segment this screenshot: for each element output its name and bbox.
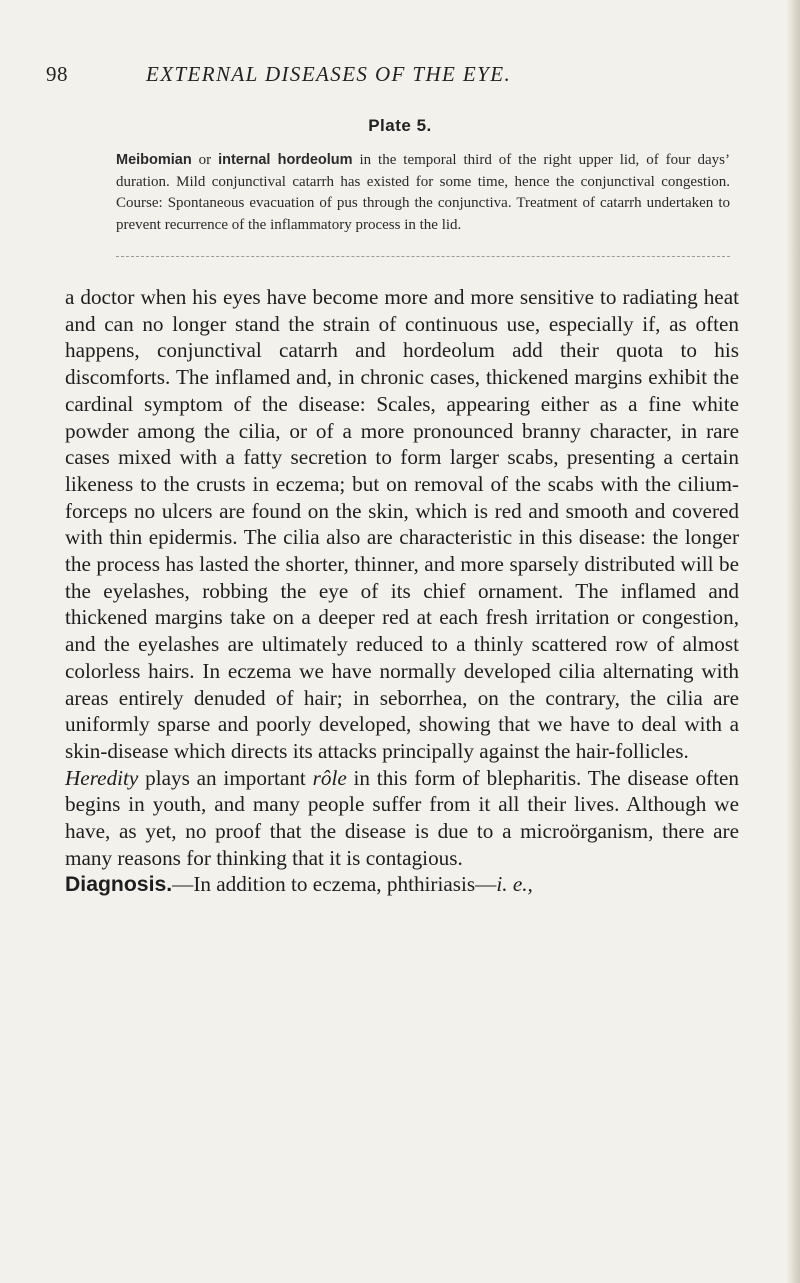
plate-caption [116,150,730,236]
paragraph-2-text-a: plays an important [138,765,313,790]
body-text [65,284,739,899]
caption-text: in the temporal third of the right upper lid, of four days’ duration. Mild conjunctival catarrh has existed for some time, hence the conjunctival congestion. Course: Spontaneous evacuation of pus through the conjunctiva. Treatment of catarrh undertaken to prevent recurrence of the inflammatory process in the lid. [116,152,730,233]
page-number: 98 [46,62,68,86]
caption-divider [116,256,730,258]
paragraph-2-text-b: in this form of blepharitis. The disease often begins in youth, and many people suffer from it all their lives. Although we have, as yet, no proof that the disease is due to a microörganism, there are many reasons for thinking that it is contagious. [65,765,739,870]
page-header [46,62,736,92]
caption-lead-2: internal hordeolum [218,152,353,168]
caption-or: or [191,152,219,168]
caption-lead: Meibomian [116,152,192,168]
page-edge-shadow [786,0,800,1283]
paragraph-2 [65,765,739,872]
role-term: rôle [312,765,347,790]
running-head: EXTERNAL DISEASES OF THE EYE. [146,62,512,86]
ie-abbrev: i. e., [496,872,533,897]
plate-title: Plate 5. [368,116,432,135]
paragraph-1: a doctor when his eyes have become more and more sensitive to radiating heat and can no longer stand the strain of continuous use, especially if, as often happens, conjunctival catarrh and hordeolum add their quota to his discomforts. The inflamed and, in chronic cases, thickened margins exhibit the cardinal symptom of the disease: Scales, appearing either as a fine white powder among the cilia, or of a more pronounced branny character, in rare cases mixed with a fatty secretion to form larger scabs, presenting a certain likeness to the crusts in eczema; but on removal of the scabs with the cilium-forceps no ulcers are found on the skin, which is red and smooth and covered with thin epidermis. The cilia also are characteristic in this disease: the longer the process has lasted the shorter, thinner, and more sparsely distributed will be the eyelashes, robbing the eye of its chief ornament. The inflamed and thickened margins take on a deeper red at each fresh irritation or congestion, and the eyelashes are ultimately reduced to a thinly scattered row of almost colorless hairs. In eczema we have normally developed cilia alternating with areas entirely denuded of hair; in seborrhea, on the contrary, the cilia are uniformly sparse and poorly developed, showing that we have to deal with a skin-disease which directs its attacks principally against the hair-follicles. [65,285,739,763]
paragraph-3 [65,871,739,899]
paragraph-3-text: —In addition to eczema, phthiriasis— [172,872,497,897]
diagnosis-heading: Diagnosis. [65,873,173,897]
heredity-term: Heredity [65,765,139,790]
